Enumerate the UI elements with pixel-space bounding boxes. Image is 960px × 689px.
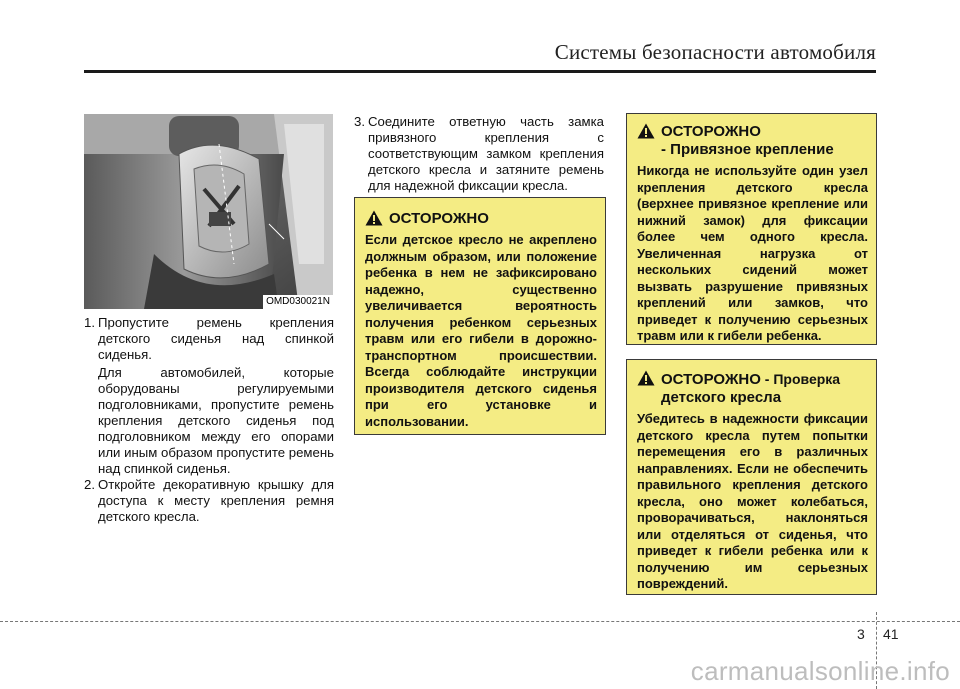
warning-text: Если детское кресло не акреплено должным образом, или положение ребенка в нем не зафиксировано надежно, существенно увеличивается вероятность получения ребенком серьезных травм или его гибели в дорожно-транспортном происшествии. Всегда соблюдайте инструкции производителя детского сиденья при его установке и использовании. — [365, 232, 597, 429]
warning-box-seat-check — [626, 359, 877, 595]
warning-triangle-icon — [365, 210, 383, 226]
warning-text: Никогда не используйте один узел крепления детского кресла (верхнее привязное крепление или нижний замок) для фиксации более чем одного кресла. Увеличенная нагрузка от нескольких сидений может вызвать разрушение привязных креплений или замков, что приведет к получению серьезных травм или к гибели ребенка. — [637, 163, 868, 343]
warning-triangle-icon — [637, 370, 655, 386]
step-3 — [354, 114, 604, 194]
warning-box-tether — [626, 113, 877, 345]
warning-title: ОСТОРОЖНО — [661, 371, 761, 388]
step-text: Пропустите ремень крепления детского сиденья над спинкой сиденья. — [98, 315, 334, 362]
warning-header — [365, 210, 597, 228]
warning-title: ОСТОРОЖНО — [389, 210, 489, 227]
chapter-number: 3 — [857, 626, 865, 642]
step-1-note: Для автомобилей, которые оборудованы регулируемыми подголовниками, пропустите ремень крепления детского сиденья под подголовником между его опорами или иным образом пропустите ремень над спинкой сиденья. — [98, 365, 334, 476]
child-seat-illustration — [84, 114, 333, 309]
warning-header — [637, 370, 868, 389]
step-number: 2. — [84, 477, 95, 492]
instructions-column-left — [84, 315, 334, 525]
warning-text: Убедитесь в надежности фиксации детского кресла путем попытки перемещения его в различных направлениях. Если не обеспечить правильного крепления детского кресла, оно может колебаться, проворачиваться, наклоняться или отделяться от сиденья, что приведет к гибели ребенка или к получению им серьезных повреждений. — [637, 411, 868, 591]
step-text: Откройте декоративную крышку для доступа к месту крепления ремня детского кресла. — [98, 477, 334, 524]
warning-title-suffix: - Проверка — [760, 371, 841, 387]
footer-divider — [0, 621, 960, 622]
page-number: 41 — [883, 626, 899, 642]
page-header-title: Системы безопасности автомобиля — [554, 40, 876, 64]
step-text: Соедините ответную часть замка привязного крепления с соответствующим замком крепления детского кресла и затяните ремень для надежной фиксации кресла. — [368, 114, 604, 193]
instructions-column-middle — [354, 114, 604, 194]
warning-title: ОСТОРОЖНО — [661, 123, 761, 140]
step-number: 1. — [84, 315, 95, 330]
warning-box-installation — [354, 197, 606, 435]
child-seat-photo — [84, 114, 333, 309]
figure-caption: OMD030021N — [263, 295, 333, 309]
warning-subtitle: детского кресла — [661, 389, 782, 406]
warning-header — [637, 123, 868, 141]
watermark: carmanualsonline.info — [690, 656, 950, 686]
header-divider — [84, 70, 876, 73]
warning-subtitle: - Привязное крепление — [661, 141, 834, 158]
step-number: 3. — [354, 114, 365, 129]
step-1 — [84, 315, 334, 363]
warning-triangle-icon — [637, 123, 655, 139]
step-2 — [84, 477, 334, 525]
